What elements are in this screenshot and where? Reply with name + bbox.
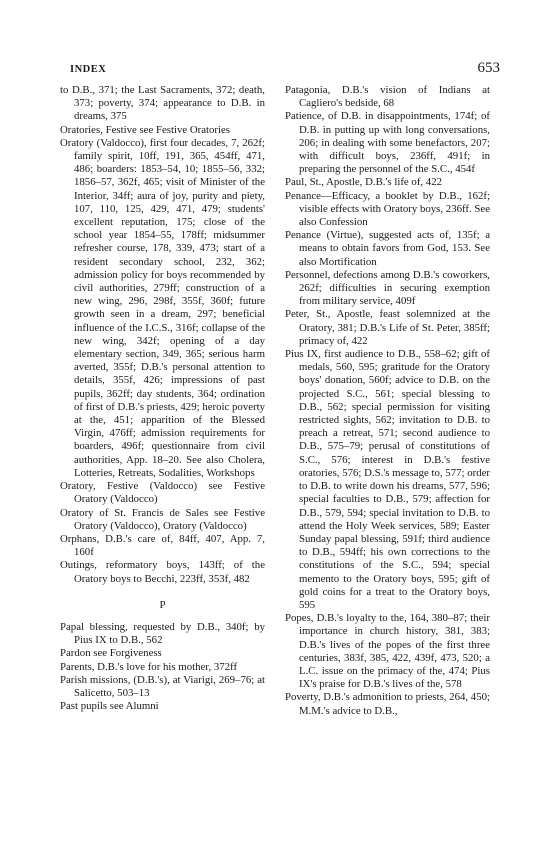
index-entry: Parish missions, (D.B.'s), at Viarigi, 269–76; at Salicetto, 503–13 xyxy=(60,673,265,699)
index-entry: Outings, reformatory boys, 143ff; of the Oratory boys to Becchi, 223ff, 353f, 482 xyxy=(60,559,265,585)
page-number: 653 xyxy=(477,60,500,76)
index-entry: Oratory (Valdocco), first four decades, 7, 262f; family spirit, 10ff, 191, 365, 454ff, 471, 486; boarders: 1853–54, 10; 1855–56, 332; 1856–57, 362f, 465; visit of Minister of the Interior, 34ff; aura of joy, purity and piety, 107, 110, 125, 429, 471, 479; students' excellent reputation, 175; close of the school year 1854–55, 178ff; midsummer refresher course, 178, 339, 473; start of a resident secondary school, 232, 362; admission policy for boys recommended by civil authorities, 279ff; construction of a new wing, 296, 298f, 355f, 360f; future growth seen in a dream, 297; beneficial influence of the I.C.S., 316f; collapse of the new wing, 342f; opening of a day elementary section, 349, 365; serious harm averted, 355f; D.B.'s personal attention to details, 355f, 426; impressions of past pupils, 362ff; day students, 364; ordination of first of D.B.'s priests, 429; heroic poverty at the, 451; apparition of the Blessed Virgin, 476ff; admission requirements for boarders, 496f; questionnaire from civil authorities, App. 18–20. See also Cholera, Lotteries, Retreats, Sodalities, Workshops xyxy=(60,136,265,479)
index-entry: Penance (Virtue), suggested acts of, 135f; a means to obtain favors from God, 153. See also Mortification xyxy=(285,229,490,268)
index-entry: Pardon see Forgiveness xyxy=(60,647,162,660)
index-entry: Parents, D.B.'s love for his mother, 372ff xyxy=(60,660,238,673)
page-header xyxy=(70,60,500,77)
index-entry: Poverty, D.B.'s admonition to priests, 264, 450; M.M.'s advice to D.B., xyxy=(285,691,490,717)
index-entry: Personnel, defections among D.B.'s coworkers, 262f; difficulties in securing exemption from military service, 409f xyxy=(285,268,490,308)
index-entry: Oratory of St. Francis de Sales see Festive Oratory (Valdocco), Oratory (Valdocco) xyxy=(60,506,265,532)
index-entry: Papal blessing, requested by D.B., 340f; by Pius IX to D.B., 562 xyxy=(60,620,265,647)
index-entry: Oratories, Festive see Festive Oratories xyxy=(60,123,231,136)
index-entry: Penance—Efficacy, a booklet by D.B., 162f; visible effects with Oratory boys, 236ff. See also Confession xyxy=(285,189,490,229)
running-title: INDEX xyxy=(70,64,107,75)
index-entry: Patience, of D.B. in disappointments, 174f; of D.B. in putting up with long conversations, 206; in dealing with some benefactors, 207; with difficult boys, 236ff, 491f; in preparing the personnel of the S.C., 454f xyxy=(285,110,490,176)
index-entry: Paul, St., Apostle, D.B.'s life of, 422 xyxy=(285,176,443,189)
index-entry: Popes, D.B.'s loyalty to the, 164, 380–87; their importance in church history, 381, 383; D.B.'s lives of the popes of the first three centuries, 383f, 385, 422, 439f, 473, 520; a L.C. issue on the primacy of the, 474; Pius IX's praise for D.B.'s lives of the, 578 xyxy=(285,612,490,691)
left-column xyxy=(60,84,265,713)
index-entry: Past pupils see Alumni xyxy=(60,700,159,713)
index-entry: Patagonia, D.B.'s vision of Indians at Cagliero's bedside, 68 xyxy=(285,84,490,110)
index-entry: Orphans, D.B.'s care of, 84ff, 407, App. 7, 160f xyxy=(60,532,265,559)
right-column xyxy=(285,84,490,718)
index-entry: Oratory, Festive (Valdocco) see Festive Oratory (Valdocco) xyxy=(60,480,265,506)
index-entry: Peter, St., Apostle, feast solemnized at the Oratory, 381; D.B.'s Life of St. Peter, 385ff; primacy of, 422 xyxy=(285,308,490,347)
index-entry: Pius IX, first audience to D.B., 558–62; gift of medals, 560, 595; gratitude for the Oratory boys' donation, 560f; advice to D.B. on the projected S.C., 561; special blessing to D.B., 562; special permission for visiting restricted sights, 562; invitation to D.B. to preach a retreat, 571; second audience to D.B., 575–79; perusal of constitutions of S.C., 576; interest in D.B.'s festive oratories, 576; D.S.'s message to, 577; order to D.B. to write down his dreams, 577, 596; special faculties to D.B., 579; affection for D.B., 579, 594; special invitation to D.B. to attend the Holy Week services, 589; Easter Sunday papal blessing, 591f; third audience to D.B., 594ff; his own corrections to the constitutions of the S.C., 594; special memento to the Oratory boys, 595; gift of gold coins for a treat to the Oratory boys, 595 xyxy=(285,348,490,611)
section-letter: P xyxy=(159,598,166,611)
index-entry: to D.B., 371; the Last Sacraments, 372; death, 373; poverty, 374; appearance to D.B. in dreams, 375 xyxy=(60,84,265,123)
